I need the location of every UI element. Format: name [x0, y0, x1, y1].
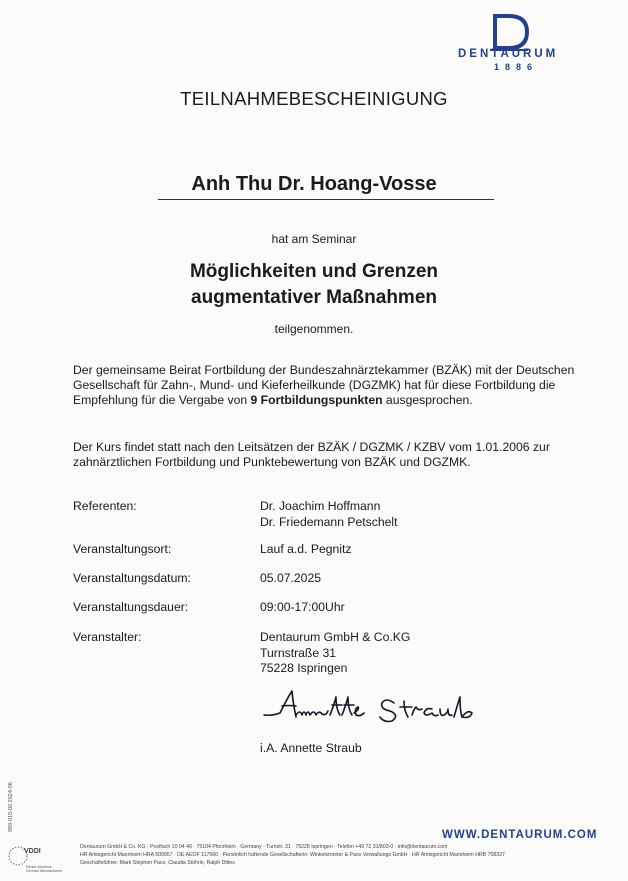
veranstalter-city: 75228 Ispringen	[260, 661, 348, 675]
vddi-label: VDDI	[24, 848, 41, 855]
footer-line-3: Geschäftsführer: Mark Stephen Pace, Claudia Stöhrle, Ralph Dittes	[80, 860, 235, 866]
vddi-sub1: Dental Solutions	[26, 865, 52, 869]
signer-name: i.A. Annette Straub	[260, 741, 362, 755]
name-underline	[158, 199, 494, 200]
label-veranstaltungsdatum: Veranstaltungsdatum:	[73, 571, 191, 585]
vddi-sub2: German Manufacturers	[26, 869, 62, 873]
veranstalter-name: Dentaurum GmbH & Co.KG	[260, 630, 411, 644]
paragraph1-points: 9 Fortbildungspunkten	[250, 393, 383, 407]
veranstalter-street: Turnstraße 31	[260, 645, 337, 660]
referent-2: Dr. Friedemann Petschelt	[260, 514, 398, 529]
label-veranstaltungsdauer: Veranstaltungsdauer:	[73, 600, 189, 614]
referent-1: Dr. Joachim Hoffmann	[260, 499, 381, 513]
seminar-title-line1: Möglichkeiten und Grenzen	[189, 261, 439, 282]
handwritten-signature	[262, 689, 492, 731]
paragraph1-text: Der gemeinsame Beirat Fortbildung der Bundeszahnärztekammer (BZÄK) mit der Deutschen Gesellschaft für Zahn-, Mund- und Kieferheilkunde (DGZMK) hat für diese Fortbildung die Empfehlung für die Vergabe von	[73, 363, 575, 407]
value-veranstaltungsdauer: 09:00-17:00Uhr	[260, 600, 345, 614]
seminar-title-line2: augmentativer Maßnahmen	[191, 287, 437, 308]
seminar-title	[0, 259, 628, 311]
value-veranstalter	[260, 630, 410, 677]
side-code-text: 989-015-00 2024-06	[8, 782, 14, 832]
paragraph1-ending: ausgesprochen.	[382, 393, 473, 407]
label-veranstaltungsort: Veranstaltungsort:	[73, 542, 172, 556]
participant-name: Anh Thu Dr. Hoang-Vosse	[191, 173, 437, 195]
footer-line-1: Dentaurum GmbH & Co. KG · Postfach 10 04 40 · 75104 Pforzheim · Germany · Turnstr. 31 · 75228 Ispringen · Telefon +49 72 31/803-0 · info@dentaurum.com	[80, 844, 448, 850]
value-veranstaltungsort: Lauf a.d. Pegnitz	[260, 542, 352, 556]
guidelines-paragraph: Der Kurs findet statt nach den Leitsätzen der BZÄK / DGZMK / KZBV vom 1.01.2006 zur zahnärztlichen Fortbildung und Punktebewertung von BZÄK und DGZMK.	[73, 440, 550, 469]
logo-name: DENTAURUM	[458, 48, 559, 60]
outro-text: teilgenommen.	[274, 322, 354, 336]
value-veranstaltungsdatum: 05.07.2025	[260, 571, 321, 585]
value-referenten	[260, 499, 398, 530]
logo-year: 1886	[494, 62, 539, 72]
vddi-logo-icon	[8, 840, 62, 873]
document-title: TEILNAHMEBESCHEINIGUNG	[180, 88, 448, 109]
recommendation-paragraph	[73, 363, 593, 408]
dentaurum-logo-d-icon	[487, 12, 531, 52]
intro-text: hat am Seminar	[271, 232, 357, 246]
side-form-code	[2, 782, 16, 832]
label-veranstalter: Veranstalter:	[73, 630, 142, 644]
footer-line-2: HR Amtsgericht Mannheim HRA 500957 · DE AEOF 117560 · Persönlich haftende Gesellschafterin: Winkelstroeter & Pace Verwaltungs GmbH · HR Amtsgericht Mannheim HRB 708327	[80, 852, 505, 858]
label-referenten: Referenten:	[73, 499, 137, 513]
website-link[interactable]: WWW.DENTAURUM.COM	[442, 829, 598, 841]
